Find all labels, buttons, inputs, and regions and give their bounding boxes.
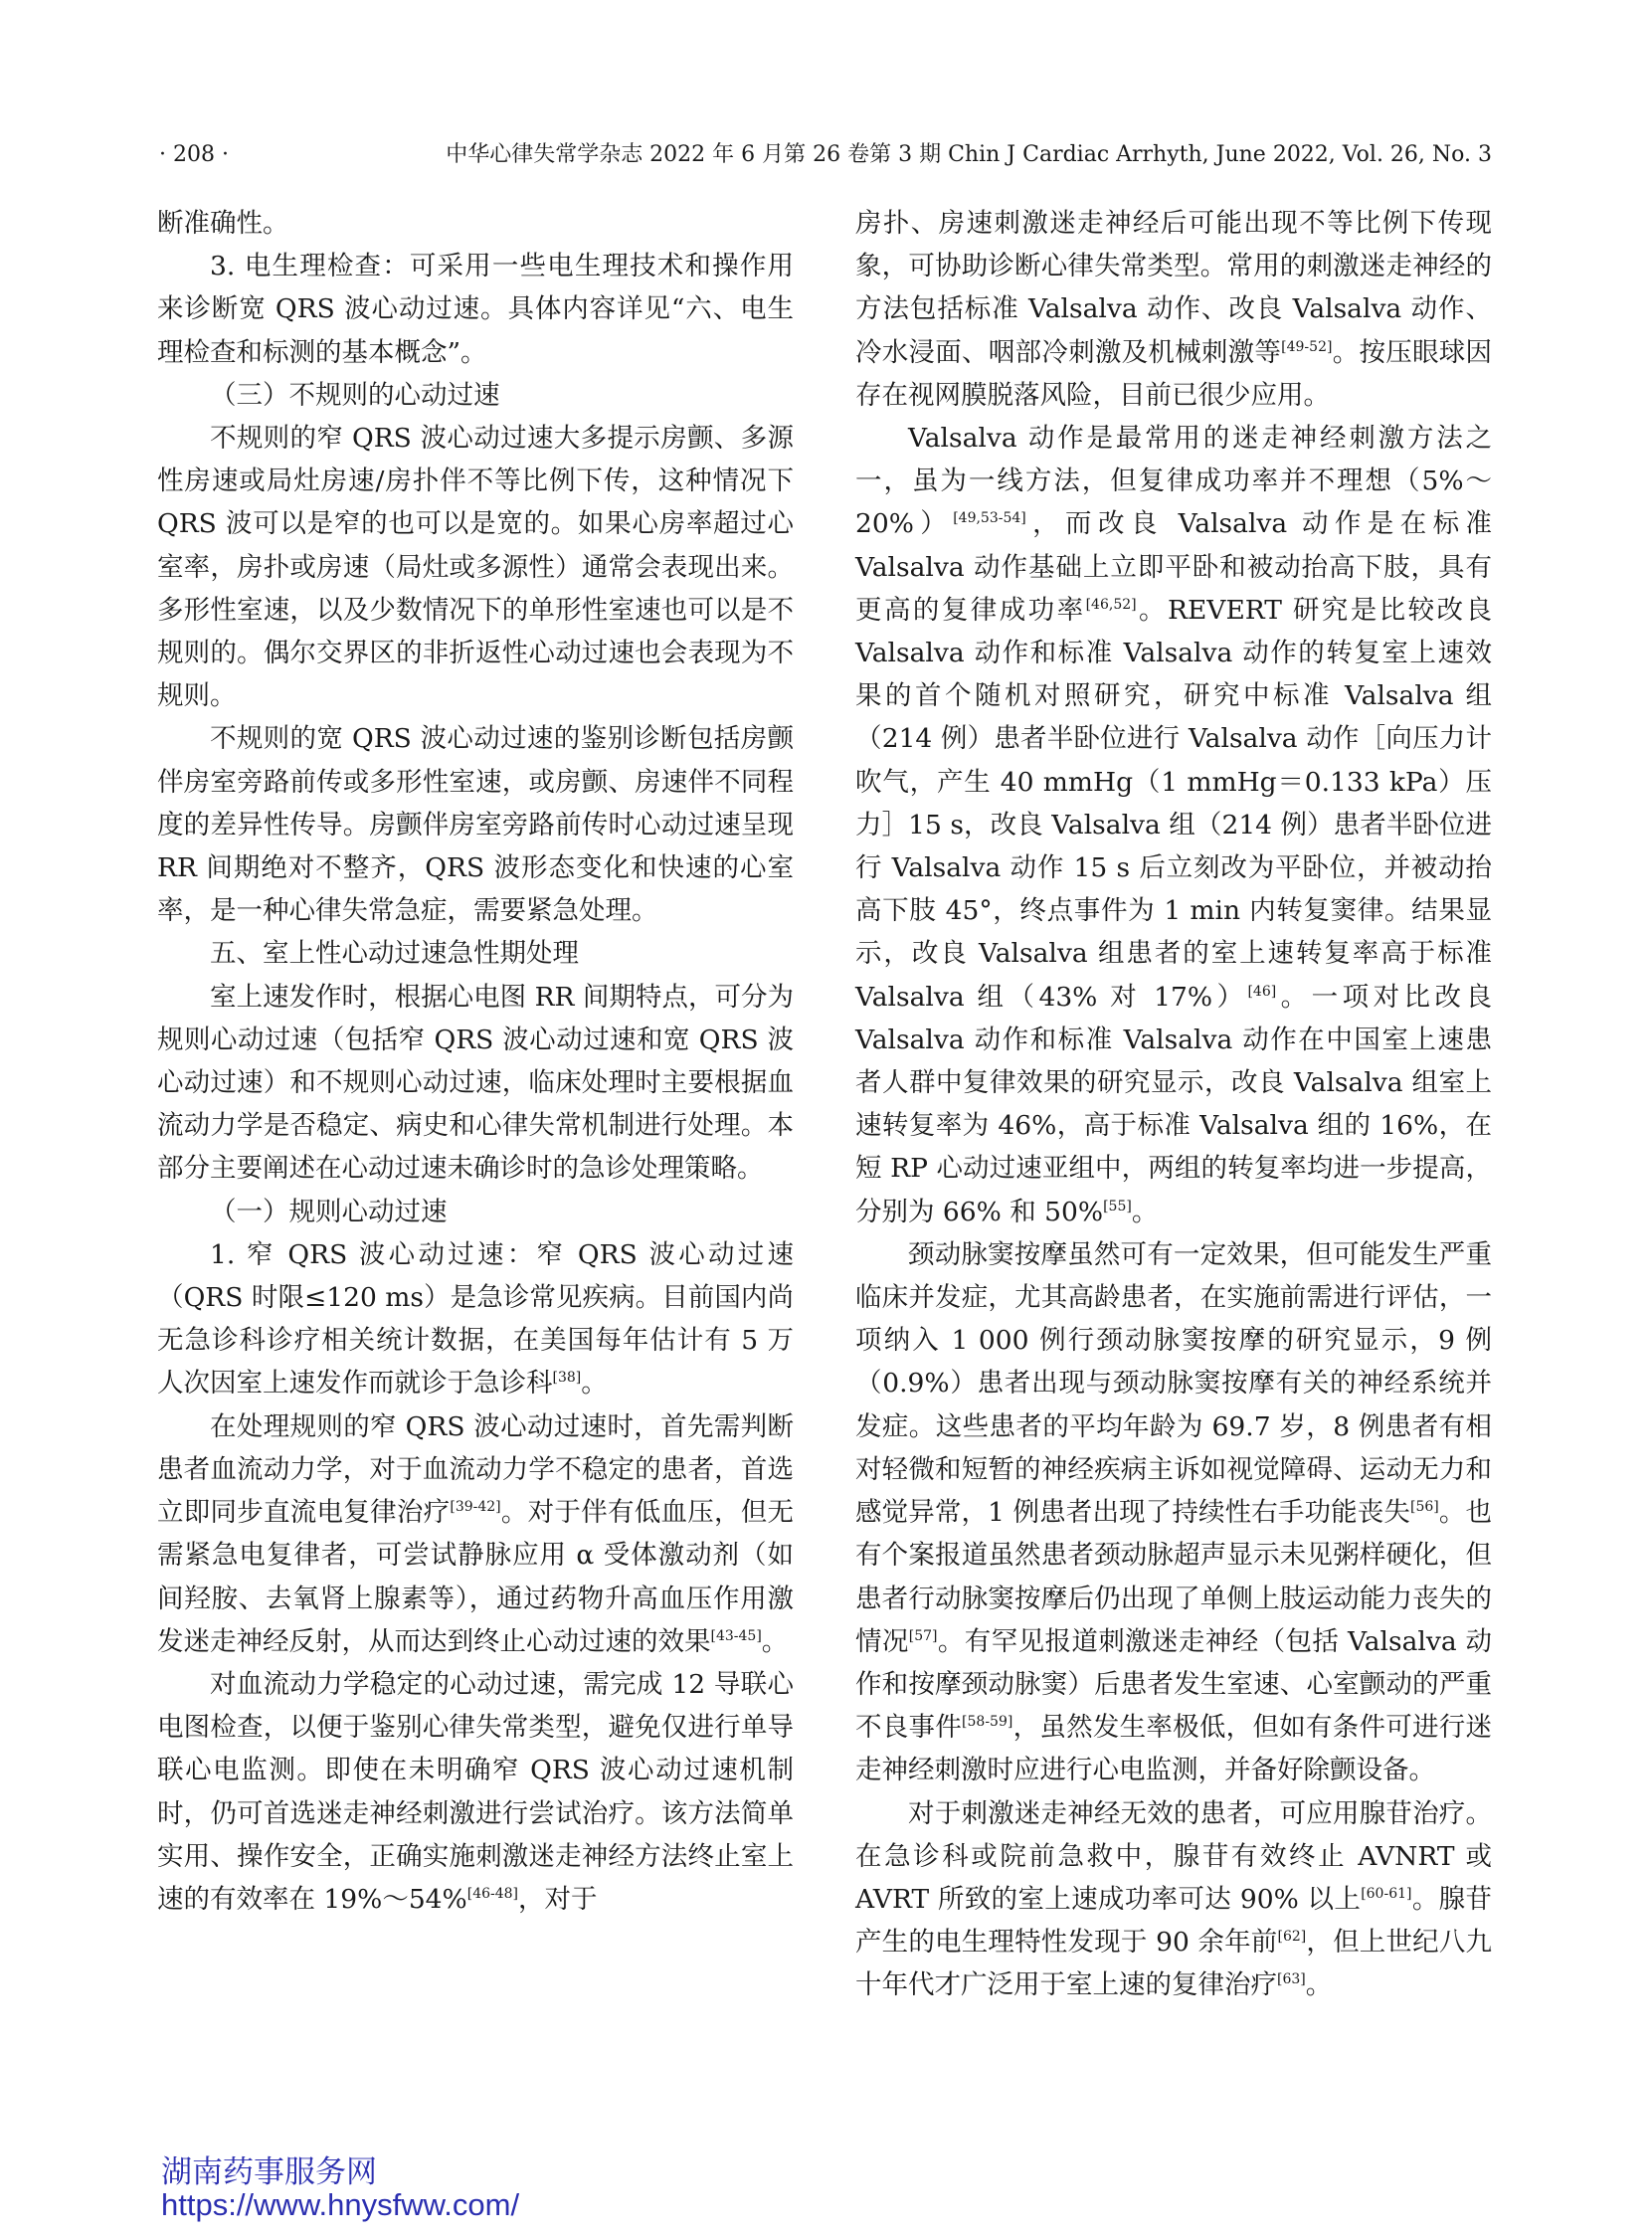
page-number: · 208 · (159, 142, 229, 167)
citation-ref: [39-42] (450, 1499, 501, 1516)
text-run: Valsalva 动作是最常用的迷走神经刺激方法之一，虽为一线方法，但复律成功率并不理想（5%～20%） (855, 423, 1492, 540)
left-column (157, 202, 794, 1921)
citation-ref: [58-59] (962, 1714, 1013, 1731)
citation-ref: [46] (1247, 983, 1277, 1000)
section-heading: （三）不规则的心动过速 (210, 379, 500, 411)
watermark-url[interactable]: https://www.hnysfww.com/ (161, 2187, 520, 2222)
paragraph (855, 1792, 1492, 2007)
text-run: 1. 窄 QRS 波心动过速：窄 QRS 波心动过速（QRS 时限≤120 ms）是急诊常见疾病。目前国内尚无急诊科诊疗相关统计数据，在美国每年估计有 5 万人次因室上速发作而就诊于急诊科 (157, 1238, 794, 1400)
paragraph (157, 1233, 794, 1405)
section-heading: 五、室上性心动过速急性期处理 (210, 938, 579, 970)
text-run: 。 (1131, 1196, 1159, 1227)
paragraph: 室上速发作时，根据心电图 RR 间期特点，可分为规则心动过速（包括窄 QRS 波心动过速和宽 QRS 波心动过速）和不规则心动过速，临床处理时主要根据血流动力学是否稳定、病史和心律失常机制进行处理。本部分主要阐述在心动过速未确诊时的急诊处理策略。 (157, 981, 794, 1185)
running-header (159, 137, 1492, 173)
paragraph: 不规则的宽 QRS 波心动过速的鉴别诊断包括房颤伴房室旁路前传或多形性室速，或房颤、房速伴不同程度的差异性传导。房颤伴房室旁路前传时心动过速呈现 RR 间期绝对不整齐，QRS 波形态变化和快速的心室率，是一种心律失常急症，需要紧急处理。 (157, 723, 794, 927)
text-run: 。有罕见报道刺激迷走神经（包括 Valsalva 动作和按摩颈动脉窦）后患者发生室速、心室颤动的严重不良事件 (855, 1625, 1492, 1744)
text-run: 。一项对比改良 Valsalva 动作和标准 Valsalva 动作在中国室上速患者人群中复律效果的研究显示，改良 Valsalva 组室上速转复率为 46%，高于标准 Valsalva 组的 16%，在短 RP 心动过速亚组中，两组的转复率均进一步提高，分别为 66% 和 50% (855, 981, 1492, 1227)
text-run: 。也有个案报道虽然患者颈动脉超声显示未见粥样硬化，但患者行动脉窦按摩后仍出现了单侧上肢运动能力丧失的情况 (855, 1497, 1492, 1657)
citation-ref: [55] (1103, 1198, 1132, 1214)
text-run: 。 (761, 1625, 789, 1657)
journal-citation: 中华心律失常学杂志 2022 年 6 月第 26 卷第 3 期 Chin J Cardiac Arrhyth, June 2022, Vol. 26, No. 3 (446, 142, 1492, 167)
text-run: 。腺苷产生的电生理特性发现于 90 余年前 (855, 1883, 1492, 1959)
text-run: 在处理规则的窄 QRS 波心动过速时，首先需判断患者血流动力学，对于血流动力学不稳定的患者，首选立即同步直流电复律治疗 (157, 1410, 794, 1529)
citation-ref: [38] (552, 1370, 582, 1387)
text-run: ，而改良 Valsalva 动作是在标准 Valsalva 动作基础上立即平卧和被动抬高下肢，具有更高的复律成功率 (855, 508, 1492, 626)
citation-ref: [49-52] (1281, 338, 1333, 355)
citation-ref: [43-45] (710, 1627, 762, 1644)
text-run: 颈动脉窦按摩虽然可有一定效果，但可能发生严重临床并发症，尤其高龄患者，在实施前需进行评估，一项纳入 1 000 例行颈动脉窦按摩的研究显示，9 例（0.9%）患者出现与颈动脉窦按摩有关的神经系统并发症。这些患者的平均年龄为 69.7 岁，8 例患者有相对轻微和短暂的神经疾病主诉如视觉障碍、运动无力和感觉异常，1 例患者出现了持续性右手功能丧失 (855, 1238, 1492, 1529)
text-run: 房扑、房速刺激迷走神经后可能出现不等比例下传现象，可协助诊断心律失常类型。常用的刺激迷走神经的方法包括标准 Valsalva 动作、改良 Valsalva 动作、冷水浸面、咽部冷刺激及机械刺激等 (855, 208, 1492, 368)
citation-ref: [63] (1277, 1971, 1306, 1988)
text-run: 。REVERT 研究是比较改良 Valsalva 动作和标准 Valsalva 动作的转复室上速效果的首个随机对照研究，研究中标准 Valsalva 组（214 例）患者半卧位进行 Valsalva 动作［向压力计吹气，产生 40 mmHg（1 mmHg＝0.133 kPa）压力］15 s，改良 Valsalva 组（214 例）患者半卧位进行 Valsalva 动作 15 s 后立刻改为平卧位，并被动抬高下肢 45°，终点事件为 1 min 内转复窦律。结果显示，改良 Valsalva 组患者的室上速转复率高于标准 Valsalva 组（43% 对 17%） (855, 594, 1493, 1013)
text-run: 。按压眼球因存在视网膜脱落风险，目前已很少应用。 (855, 336, 1493, 411)
citation-ref: [46-48] (466, 1886, 519, 1903)
citation-ref: [49,53-54] (953, 510, 1026, 527)
paragraph (157, 1663, 794, 1921)
text-run: ，对于 (518, 1883, 598, 1915)
paragraph: 断准确性。 (157, 208, 289, 239)
text-run: 。 (1305, 1969, 1333, 2001)
text-run: ，虽然发生率极低，但如有条件可进行迷走神经刺激时应进行心电监测，并备好除颤设备。 (855, 1712, 1493, 1786)
paragraph (157, 1405, 794, 1663)
citation-ref: [57] (908, 1627, 938, 1644)
section-heading: （一）规则心动过速 (210, 1196, 448, 1227)
paragraph: 不规则的窄 QRS 波心动过速大多提示房颤、多源性房速或局灶房速/房扑伴不等比例下传，这种情况下 QRS 波可以是窄的也可以是宽的。如果心房率超过心室率，房扑或房速（局灶或多源性）通常会表现出来。多形性室速，以及少数情况下的单形性室速也可以是不规则的。偶尔交界区的非折返性心动过速也会表现为不规则。 (157, 423, 794, 712)
text-run: 对于刺激迷走神经无效的患者，可应用腺苷治疗。在急诊科或院前急救中，腺苷有效终止 AVNRT 或 AVRT 所致的室上速成功率可达 90% 以上 (855, 1797, 1492, 1915)
citation-ref: [62] (1277, 1929, 1307, 1946)
text-run: 。 (581, 1368, 608, 1400)
text-run: 。对于伴有低血压，但无需紧急电复律者，可尝试静脉应用 α 受体激动剂（如间羟胺、去氧肾上腺素等），通过药物升高血压作用激发迷走神经反射，从而达到终止心动过速的效果 (157, 1497, 795, 1657)
text-run: ，但上世纪八九十年代才广泛用于室上速的复律治疗 (855, 1927, 1493, 2001)
right-column (855, 202, 1492, 2007)
paragraph (855, 417, 1492, 1233)
citation-ref: [46,52] (1085, 597, 1137, 613)
citation-ref: [60-61] (1361, 1886, 1412, 1903)
paragraph: 3. 电生理检查：可采用一些电生理技术和操作用来诊断宽 QRS 波心动过速。具体内容详见“六、电生理检查和标测的基本概念”。 (157, 251, 794, 368)
paragraph (855, 202, 1492, 417)
text-run: 对血流动力学稳定的心动过速，需完成 12 导联心电图检查，以便于鉴别心律失常类型，避免仅进行单导联心电监测。即使在未明确窄 QRS 波心动过速机制时，仍可首选迷走神经刺激进行尝试治疗。该方法简单实用、操作安全，正确实施刺激迷走神经方法终止室上速的有效率在 19%～54% (157, 1668, 794, 1915)
watermark-site-name: 湖南药事服务网 (161, 2154, 377, 2190)
paragraph (855, 1233, 1492, 1792)
citation-ref: [56] (1409, 1499, 1439, 1516)
